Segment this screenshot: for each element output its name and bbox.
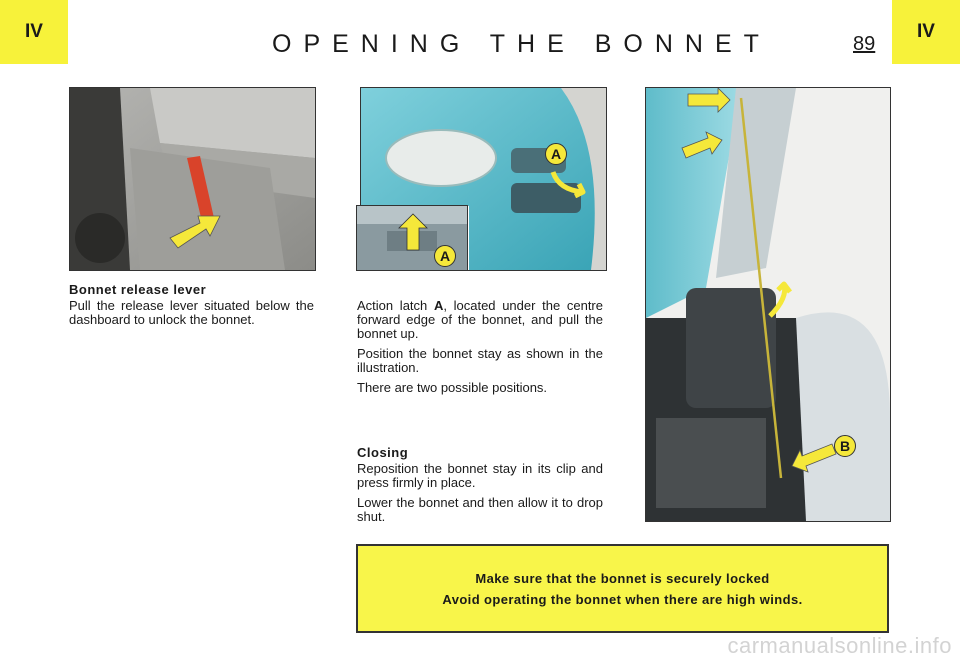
closing-section: [357, 446, 603, 530]
latch-paragraph-3: There are two possible positions.: [357, 380, 548, 395]
latch-text-pre: Action latch: [357, 298, 434, 313]
release-lever-section: [69, 283, 314, 333]
chapter-tab-right: [892, 0, 960, 64]
latch-paragraph-1: [357, 299, 603, 341]
latch-letter: A: [433, 298, 444, 313]
release-lever-heading: Bonnet release lever: [69, 282, 207, 297]
release-lever-photo: [69, 87, 316, 271]
warning-line-1: Make sure that the bonnet is securely locked: [475, 570, 770, 586]
warning-note: [356, 544, 889, 633]
watermark: carmanualsonline.info: [727, 633, 952, 658]
curved-arrow-icon: [549, 168, 589, 198]
release-lever-text: Pull the release lever situated below the dashboard to unlock the bonnet.: [69, 298, 314, 327]
bonnet-stay-photo: [645, 87, 891, 522]
chapter-number-left: IV: [25, 21, 43, 42]
latch-label-a: A: [545, 143, 567, 165]
latch-text-post: , located under the centre forward edge of the bonnet, and pull the bonnet up.: [357, 298, 603, 341]
latch-paragraph-2: Position the bonnet stay as shown in the illustration.: [357, 346, 603, 375]
closing-paragraph-1: Reposition the bonnet stay in its clip and press firmly in place.: [357, 461, 603, 490]
warning-line-2: Avoid operating the bonnet when there are high winds.: [442, 591, 803, 607]
stay-label-b: B: [834, 435, 856, 457]
latch-section: [357, 299, 603, 401]
page-title: OPENING THE BONNET: [272, 30, 771, 58]
closing-paragraph-2: Lower the bonnet and then allow it to drop shut.: [357, 495, 603, 524]
chapter-number-right: IV: [917, 21, 935, 42]
latch-inset-label-a: A: [434, 245, 456, 267]
closing-heading: Closing: [357, 445, 409, 460]
page-number: 89: [853, 33, 876, 55]
chapter-tab-left: [0, 0, 68, 64]
